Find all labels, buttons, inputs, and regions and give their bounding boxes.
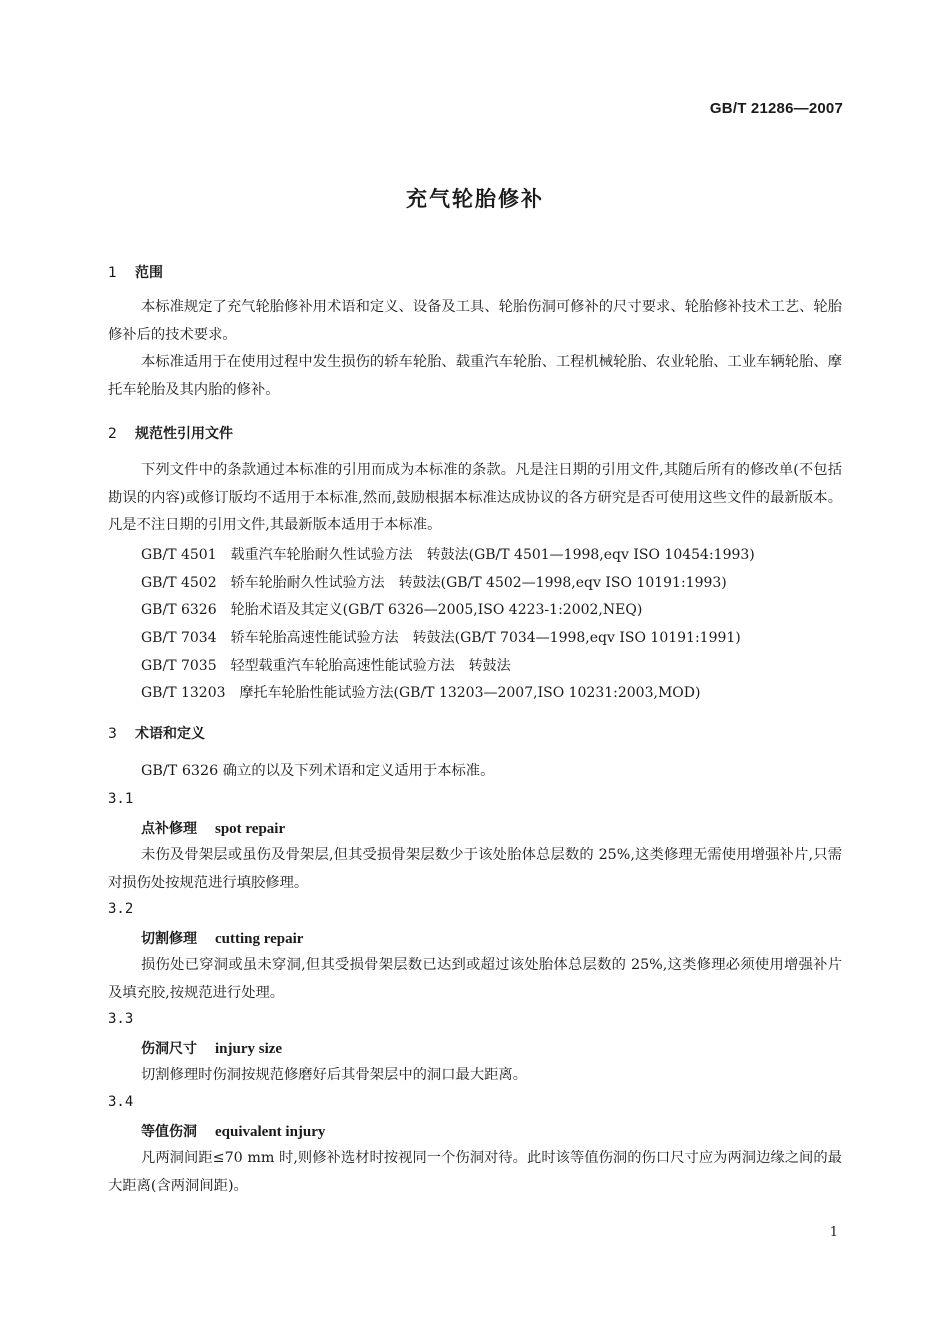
reference-item	[141, 544, 755, 564]
reference-item	[141, 599, 642, 619]
term-english: spot repair	[215, 821, 286, 837]
standard-code: GB/T 21286—2007	[709, 100, 843, 117]
reference-item	[141, 655, 511, 675]
reference-title: 轿车轮胎耐久性试验方法 转鼓法(GB/T 4502—1998,eqv ISO 10191:1993)	[230, 575, 727, 591]
paragraph: GB/T 6326 确立的以及下列术语和定义适用于本标准。	[141, 763, 495, 779]
paragraph: 下列文件中的条款通过本标准的引用而成为本标准的条款。凡是注日期的引用文件,其随后所有的修改单(不包括勘误的内容)或修订版均不适用于本标准,然而,鼓励根据本标准达成协议的各方研究是否可使用这些文件的最新版本。凡是不注日期的引用文件,其最新版本适用于本标准。	[108, 462, 842, 533]
reference-code: GB/T 7035	[141, 658, 217, 674]
reference-code: GB/T 6326	[141, 602, 217, 618]
reference-item	[141, 682, 700, 702]
term-definition: 损伤处已穿洞或虽未穿洞,但其受损骨架层数已达到或超过该处胎体总层数的 25%,这类修理必须使用增强补片及填充胶,按规范进行处理。	[108, 957, 842, 1001]
reference-title: 轻型载重汽车轮胎高速性能试验方法 转鼓法	[230, 658, 511, 674]
section-number: 3	[108, 726, 117, 742]
paragraph: 本标准适用于在使用过程中发生损伤的轿车轮胎、载重汽车轮胎、工程机械轮胎、农业轮胎、工业车辆轮胎、摩托车轮胎及其内胎的修补。	[108, 354, 842, 398]
term-chinese: 伤洞尺寸	[141, 1041, 197, 1057]
term-chinese: 切割修理	[141, 931, 197, 947]
section-title: 范围	[135, 265, 163, 281]
reference-code: GB/T 4502	[141, 575, 217, 591]
reference-title: 轮胎术语及其定义(GB/T 6326—2005,ISO 4223-1:2002,NEQ)	[230, 602, 643, 618]
term-heading	[141, 1121, 325, 1141]
section-heading-scope	[108, 262, 163, 282]
clause-number: 3.2	[108, 901, 134, 917]
reference-item	[141, 627, 741, 647]
term-heading	[141, 928, 303, 948]
page-number: 1	[829, 1225, 838, 1240]
term-english: injury size	[215, 1041, 283, 1057]
term-chinese: 等值伤洞	[141, 1124, 197, 1140]
clause-number: 3.4	[108, 1094, 134, 1110]
clause-number: 3.1	[108, 791, 134, 807]
section-number: 1	[108, 265, 117, 281]
reference-title: 载重汽车轮胎耐久性试验方法 转鼓法(GB/T 4501—1998,eqv ISO 10454:1993)	[230, 547, 755, 563]
section-heading-normative-references	[108, 423, 233, 443]
term-chinese: 点补修理	[141, 821, 197, 837]
section-heading-terms-definitions	[108, 723, 205, 743]
paragraph: 本标准规定了充气轮胎修补用术语和定义、设备及工具、轮胎伤洞可修补的尺寸要求、轮胎修补技术工艺、轮胎修补后的技术要求。	[108, 299, 842, 343]
reference-item	[141, 572, 727, 592]
section-number: 2	[108, 426, 117, 442]
term-definition: 切割修理时伤洞按规范修磨好后其骨架层中的洞口最大距离。	[141, 1067, 528, 1083]
term-definition: 凡两洞间距≤70 mm 时,则修补选材时按视同一个伤洞对待。此时该等值伤洞的伤口尺寸应为两洞边缘之间的最大距离(含两洞间距)。	[108, 1150, 842, 1194]
document-title: 充气轮胎修补	[406, 187, 544, 211]
reference-code: GB/T 4501	[141, 547, 217, 563]
term-heading	[141, 1038, 282, 1058]
term-heading	[141, 818, 285, 838]
reference-title: 摩托车轮胎性能试验方法(GB/T 13203—2007,ISO 10231:2003,MOD)	[239, 685, 701, 701]
section-title: 术语和定义	[135, 726, 205, 742]
section-title: 规范性引用文件	[135, 426, 233, 442]
term-english: cutting repair	[215, 931, 304, 947]
term-english: equivalent injury	[215, 1124, 326, 1140]
reference-code: GB/T 13203	[141, 685, 226, 701]
reference-title: 轿车轮胎高速性能试验方法 转鼓法(GB/T 7034—1998,eqv ISO 10191:1991)	[230, 630, 741, 646]
reference-code: GB/T 7034	[141, 630, 217, 646]
term-definition: 未伤及骨架层或虽伤及骨架层,但其受损骨架层数少于该处胎体总层数的 25%,这类修理无需使用增强补片,只需对损伤处按规范进行填胶修理。	[108, 847, 842, 891]
clause-number: 3.3	[108, 1011, 134, 1027]
